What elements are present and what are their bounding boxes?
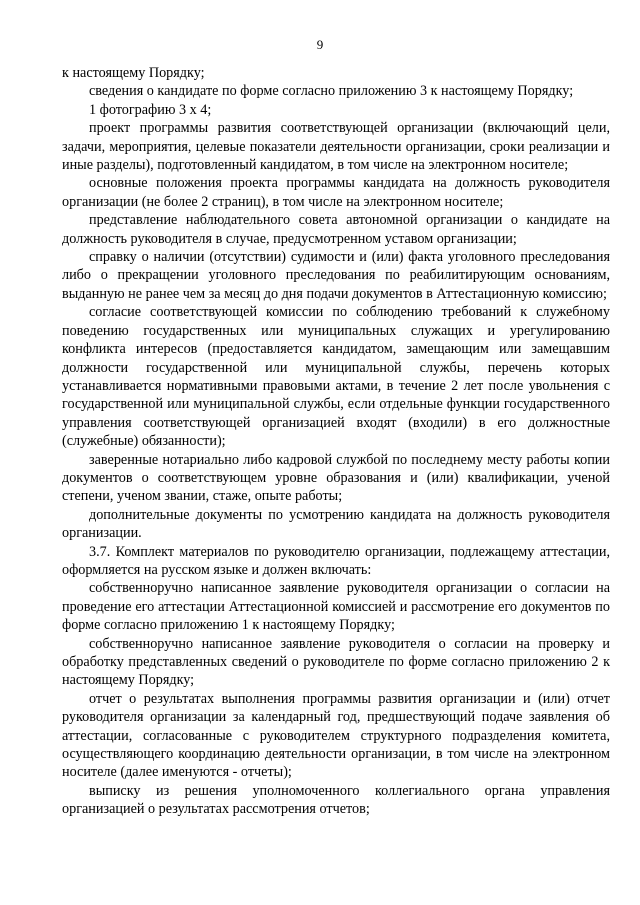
paragraph: отчет о результатах выполнения программы развития организации и (или) отчет руководителя организации за календарный год, предшествующий подаче заявления об аттестации, согласованные с руководителем структурного подразделения комитета, осуществляющего координацию деятельности организации, в том числе на электронном носителе (далее именуются - отчеты); [62, 690, 610, 781]
paragraph: представление наблюдательного совета автономной организации о кандидате на должность руководителя в случае, предусмотренном уставом организации; [62, 212, 610, 247]
paragraph: дополнительные документы по усмотрению кандидата на должность руководителя организации. [62, 506, 610, 542]
document-body [62, 64, 610, 819]
paragraph: собственноручно написанное заявление руководителя организации о согласии на проведение его аттестации Аттестационной комиссией и рассмотрение его документов по форме согласно приложению 1 к настоящему Порядку; [62, 580, 610, 634]
paragraph: сведения о кандидате по форме согласно приложению 3 к настоящему Порядку; [89, 83, 574, 100]
paragraph: проект программы развития соответствующей организации (включающий цели, задачи, мероприятия, целевые показатели деятельности организации, сроки реализации и иные разделы), подготовленный кандидатом, в том числе на электронном носителе; [62, 120, 610, 174]
paragraph: заверенные нотариально либо кадровой службой по последнему месту работы копии документов о соответствующем уровне образования и (или) квалификации, ученой степени, ученом звании, стаже, опыте работы; [62, 451, 610, 505]
paragraph: собственноручно написанное заявление руководителя о согласии на проверку и обработку представленных сведений о руководителе по форме согласно приложению 2 к настоящему Порядку; [62, 635, 610, 689]
page-number: 9 [316, 37, 324, 52]
paragraph: выписку из решения уполномоченного коллегиального органа управления организацией о результатах рассмотрения отчетов; [62, 782, 610, 818]
paragraph: 1 фотографию 3 х 4; [89, 101, 212, 118]
section-paragraph: 3.7. Комплект материалов по руководителю организации, подлежащему аттестации, оформляется на русском языке и должен включать: [62, 543, 610, 578]
paragraph: согласие соответствующей комиссии по соблюдению требований к служебному поведению государственных или муниципальных служащих и урегулированию конфликта интересов (предоставляется кандидатом, замещающим или замещавшим должности государственной или муниципальной службы, перечень которых устанавливается нормативными правовыми актами, в течение 2 лет после увольнения с государственной или муниципальной службы, если отдельные функции государственного управления соответствующей организацией входят (входили) в его должностные (служебные) обязанности); [62, 304, 610, 450]
paragraph: справку о наличии (отсутствии) судимости и (или) факта уголовного преследования либо о прекращении уголовного преследования по реабилитирующим основаниям, выданную не ранее чем за месяц до дня подачи документов в Аттестационную комиссию; [62, 249, 610, 302]
paragraph: основные положения проекта программы кандидата на должность руководителя организации (не более 2 страниц), в том числе на электронном носителе; [62, 175, 610, 210]
paragraph: к настоящему Порядку; [62, 65, 205, 81]
